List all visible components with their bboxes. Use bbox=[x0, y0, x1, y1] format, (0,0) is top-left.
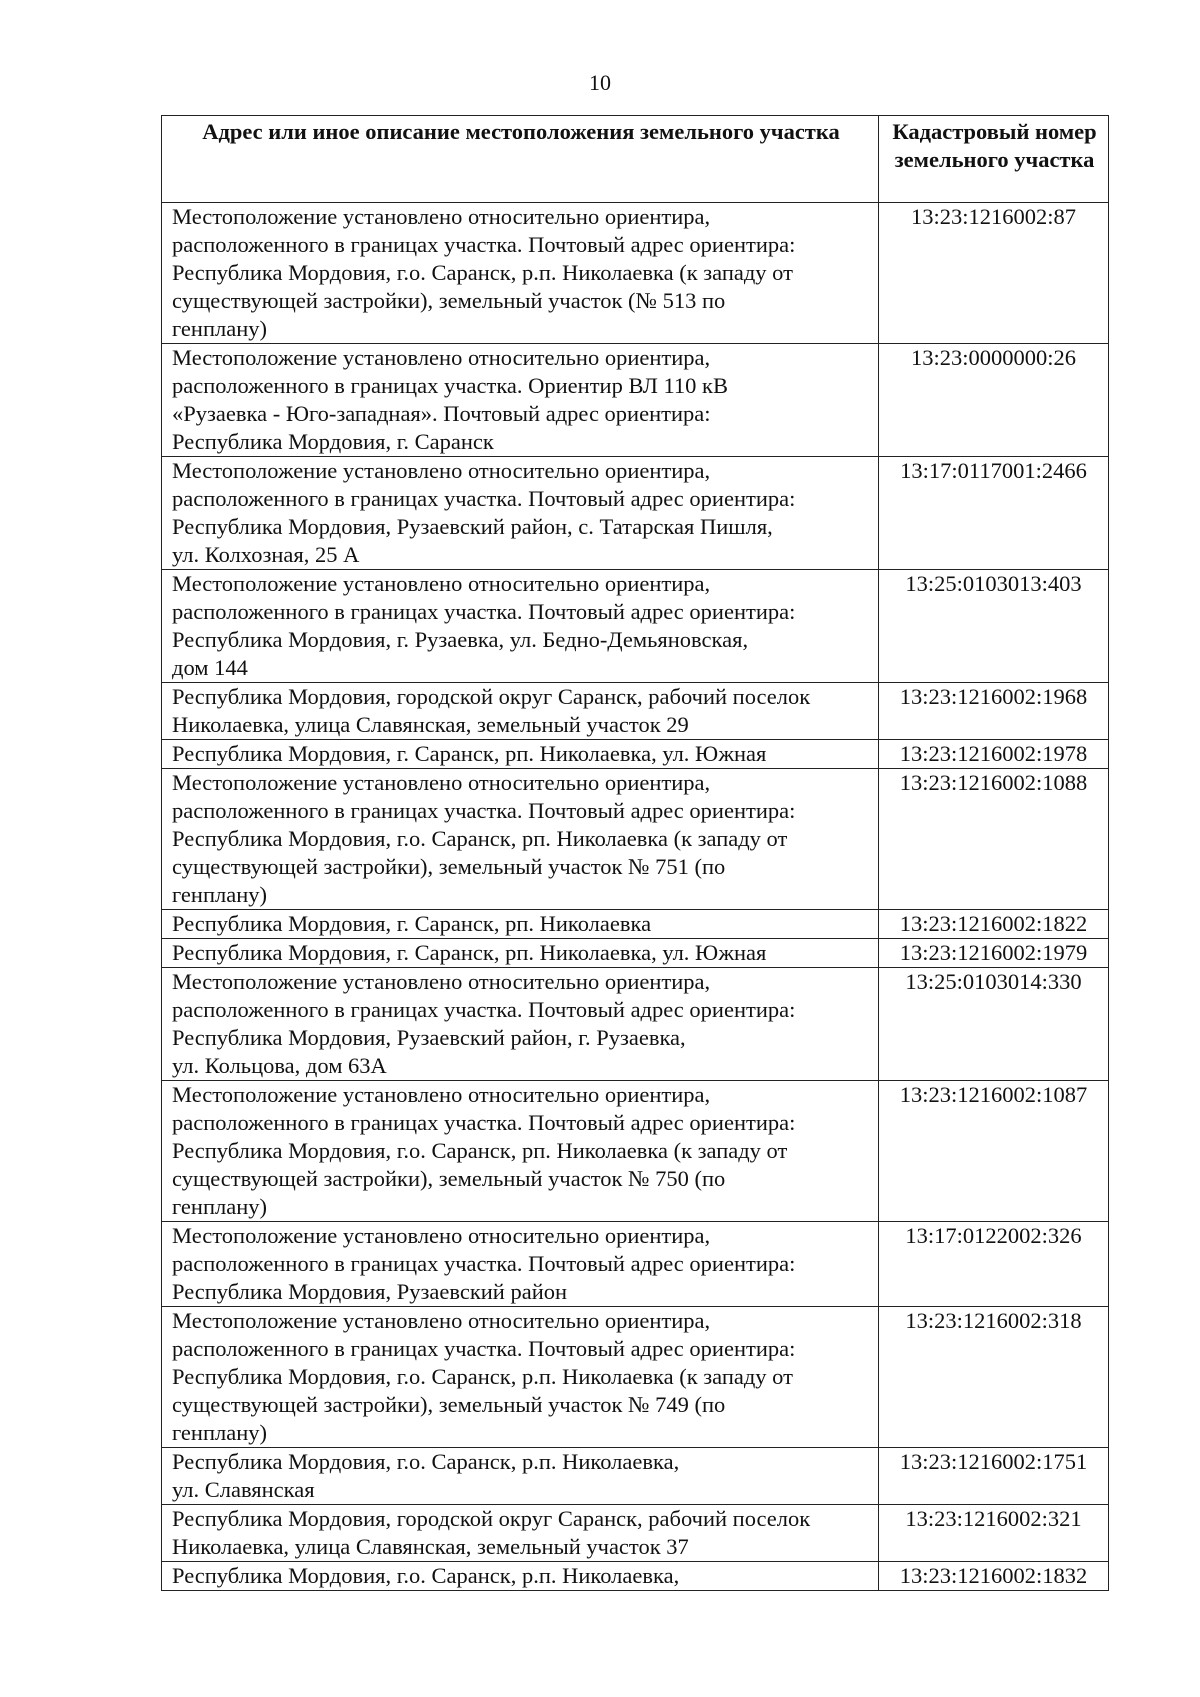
table-row bbox=[162, 769, 1109, 910]
table-row bbox=[162, 939, 1109, 968]
cadastral-number-cell: 13:25:0103013:403 bbox=[879, 570, 1109, 683]
table-row bbox=[162, 570, 1109, 683]
table-header-row bbox=[162, 116, 1109, 203]
cadastral-column-header: Кадастровый номер земельного участка bbox=[879, 116, 1109, 203]
cadastral-number-cell: 13:23:1216002:1087 bbox=[879, 1081, 1109, 1222]
address-cell: Местоположение установлено относительно ориентира, расположенного в границах участка. Почтовый адрес ориентира: Республика Мордовия, г.о. Саранск, рп. Николаевка (к западу от существующей застройки), земельный участок № 750 (по генплану) bbox=[162, 1081, 879, 1222]
table-row bbox=[162, 1307, 1109, 1448]
table-row bbox=[162, 457, 1109, 570]
table-body bbox=[162, 203, 1109, 1591]
cadastral-number-cell: 13:23:1216002:321 bbox=[879, 1505, 1109, 1562]
table-row bbox=[162, 910, 1109, 939]
cadastral-number-cell: 13:25:0103014:330 bbox=[879, 968, 1109, 1081]
cadastral-number-cell: 13:17:0122002:326 bbox=[879, 1222, 1109, 1307]
table-row bbox=[162, 203, 1109, 344]
address-cell: Местоположение установлено относительно ориентира, расположенного в границах участка. Почтовый адрес ориентира: Республика Мордовия, Рузаевский район, г. Рузаевка, ул. Кольцова, дом 63А bbox=[162, 968, 879, 1081]
table-row bbox=[162, 1562, 1109, 1591]
address-cell: Республика Мордовия, городской округ Саранск, рабочий поселок Николаевка, улица Славянская, земельный участок 37 bbox=[162, 1505, 879, 1562]
cadastral-number-cell: 13:23:1216002:87 bbox=[879, 203, 1109, 344]
cadastral-number-cell: 13:23:1216002:1751 bbox=[879, 1448, 1109, 1505]
cadastral-number-cell: 13:23:1216002:1968 bbox=[879, 683, 1109, 740]
table-row bbox=[162, 968, 1109, 1081]
cadastral-number-cell: 13:23:1216002:318 bbox=[879, 1307, 1109, 1448]
address-cell: Местоположение установлено относительно ориентира, расположенного в границах участка. Почтовый адрес ориентира: Республика Мордовия, г.о. Саранск, рп. Николаевка (к западу от существующей застройки), земельный участок № 751 (по генплану) bbox=[162, 769, 879, 910]
cadastral-number-cell: 13:23:1216002:1822 bbox=[879, 910, 1109, 939]
address-cell: Республика Мордовия, г.о. Саранск, р.п. Николаевка, bbox=[162, 1562, 879, 1591]
page-number: 10 bbox=[589, 70, 611, 95]
cadastral-number-cell: 13:23:1216002:1979 bbox=[879, 939, 1109, 968]
address-cell: Местоположение установлено относительно ориентира, расположенного в границах участка. Почтовый адрес ориентира: Республика Мордовия, г.о. Саранск, р.п. Николаевка (к западу от существующей застройки), земельный участок № 749 (по генплану) bbox=[162, 1307, 879, 1448]
address-cell: Республика Мордовия, г. Саранск, рп. Николаевка bbox=[162, 910, 879, 939]
table-row bbox=[162, 1222, 1109, 1307]
table-row bbox=[162, 1448, 1109, 1505]
cadastral-number-cell: 13:23:1216002:1832 bbox=[879, 1562, 1109, 1591]
cadastral-number-cell: 13:17:0117001:2466 bbox=[879, 457, 1109, 570]
table-row bbox=[162, 740, 1109, 769]
table-row bbox=[162, 683, 1109, 740]
table-row bbox=[162, 1505, 1109, 1562]
address-cell: Местоположение установлено относительно ориентира, расположенного в границах участка. Почтовый адрес ориентира: Республика Мордовия, г. Рузаевка, ул. Бедно-Демьяновская, дом 144 bbox=[162, 570, 879, 683]
address-cell: Местоположение установлено относительно ориентира, расположенного в границах участка. Почтовый адрес ориентира: Республика Мордовия, Рузаевский район, с. Татарская Пишля, ул. Колхозная, 25 А bbox=[162, 457, 879, 570]
address-column-header: Адрес или иное описание местоположения земельного участка bbox=[162, 116, 879, 203]
cadastral-number-cell: 13:23:1216002:1978 bbox=[879, 740, 1109, 769]
cadastral-number-cell: 13:23:1216002:1088 bbox=[879, 769, 1109, 910]
address-cell: Местоположение установлено относительно ориентира, расположенного в границах участка. Почтовый адрес ориентира: Республика Мордовия, г.о. Саранск, р.п. Николаевка (к западу от существующей застройки), земельный участок (№ 513 по генплану) bbox=[162, 203, 879, 344]
table-row bbox=[162, 344, 1109, 457]
land-plots-table bbox=[161, 115, 1109, 1591]
address-cell: Республика Мордовия, г. Саранск, рп. Николаевка, ул. Южная bbox=[162, 939, 879, 968]
table-row bbox=[162, 1081, 1109, 1222]
address-cell: Республика Мордовия, г. Саранск, рп. Николаевка, ул. Южная bbox=[162, 740, 879, 769]
address-cell: Республика Мордовия, г.о. Саранск, р.п. Николаевка, ул. Славянская bbox=[162, 1448, 879, 1505]
cadastral-number-cell: 13:23:0000000:26 bbox=[879, 344, 1109, 457]
address-cell: Республика Мордовия, городской округ Саранск, рабочий поселок Николаевка, улица Славянская, земельный участок 29 bbox=[162, 683, 879, 740]
address-cell: Местоположение установлено относительно ориентира, расположенного в границах участка. Ориентир ВЛ 110 кВ «Рузаевка - Юго-западная». Почтовый адрес ориентира: Республика Мордовия, г. Саранск bbox=[162, 344, 879, 457]
address-cell: Местоположение установлено относительно ориентира, расположенного в границах участка. Почтовый адрес ориентира: Республика Мордовия, Рузаевский район bbox=[162, 1222, 879, 1307]
